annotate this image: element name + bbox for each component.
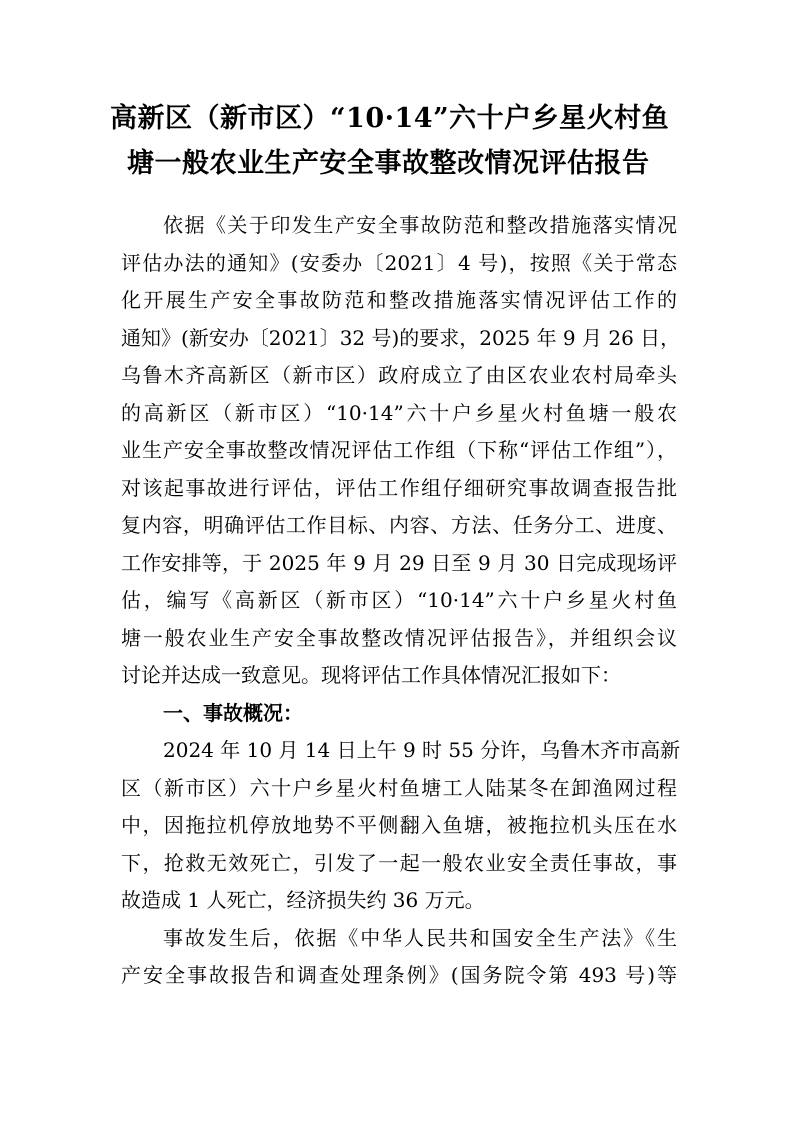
- paragraph-line: 中，因拖拉机停放地势不平侧翻入鱼塘，被拖拉机头压在水: [121, 813, 677, 837]
- paragraph-line: 依据《关于印发生产安全事故防范和整改措施落实情况: [163, 213, 677, 237]
- title-line: 高新区（新市区）“10·14”六十户乡星火村鱼: [110, 103, 670, 134]
- paragraph-line: 下，抢救无效死亡，引发了一起一般农业安全责任事故，事: [121, 850, 677, 875]
- document-body: [121, 207, 681, 995]
- paragraph-line: 故造成 1 人死亡，经济损失约 36 万元。: [121, 888, 485, 912]
- paragraph-line: 通知》(新安办〔2021〕32 号)的要求，2025 年 9 月 26 日，: [121, 325, 681, 350]
- paragraph-line: 区（新市区）六十户乡星火村鱼塘工人陆某冬在卸渔网过程: [121, 775, 677, 800]
- paragraph-line: 产安全事故报告和调查处理条例》(国务院令第 493 号)等: [121, 963, 677, 987]
- paragraph-line: 2024 年 10 月 14 日上午 9 时 55 分许，乌鲁木齐市高新: [163, 738, 681, 762]
- paragraph-line: 的高新区（新市区）“10·14”六十户乡星火村鱼塘一般农: [121, 400, 677, 425]
- section-heading: 一、事故概况：: [163, 700, 303, 725]
- document-title: [110, 96, 685, 186]
- paragraph-line: 评估办法的通知》(安委办〔2021〕4 号)，按照《关于常态: [121, 250, 677, 275]
- paragraph-line: 乌鲁木齐高新区（新市区）政府成立了由区农业农村局牵头: [121, 363, 677, 387]
- paragraph-line: 对该起事故进行评估，评估工作组仔细研究事故调查报告批: [121, 475, 677, 500]
- paragraph-line: 复内容，明确评估工作目标、内容、方法、任务分工、进度、: [121, 513, 677, 537]
- title-line: 塘一般农业生产安全事故整改情况评估报告: [127, 148, 650, 179]
- paragraph-line: 化开展生产安全事故防范和整改措施落实情况评估工作的: [121, 288, 677, 312]
- paragraph-line: 事故发生后，依据《中华人民共和国安全生产法》《生: [163, 925, 677, 950]
- paragraph-line: 塘一般农业生产安全事故整改情况评估报告》，并组织会议: [121, 625, 677, 650]
- paragraph-line: 估，编写《高新区（新市区）“10·14”六十户乡星火村鱼: [121, 588, 677, 612]
- paragraph-line: 业生产安全事故整改情况评估工作组（下称“评估工作组”），: [121, 438, 677, 462]
- paragraph-line: 工作安排等，于 2025 年 9 月 29 日至 9 月 30 日完成现场评: [121, 550, 677, 575]
- paragraph-line: 讨论并达成一致意见。现将评估工作具体情况汇报如下：: [121, 663, 621, 687]
